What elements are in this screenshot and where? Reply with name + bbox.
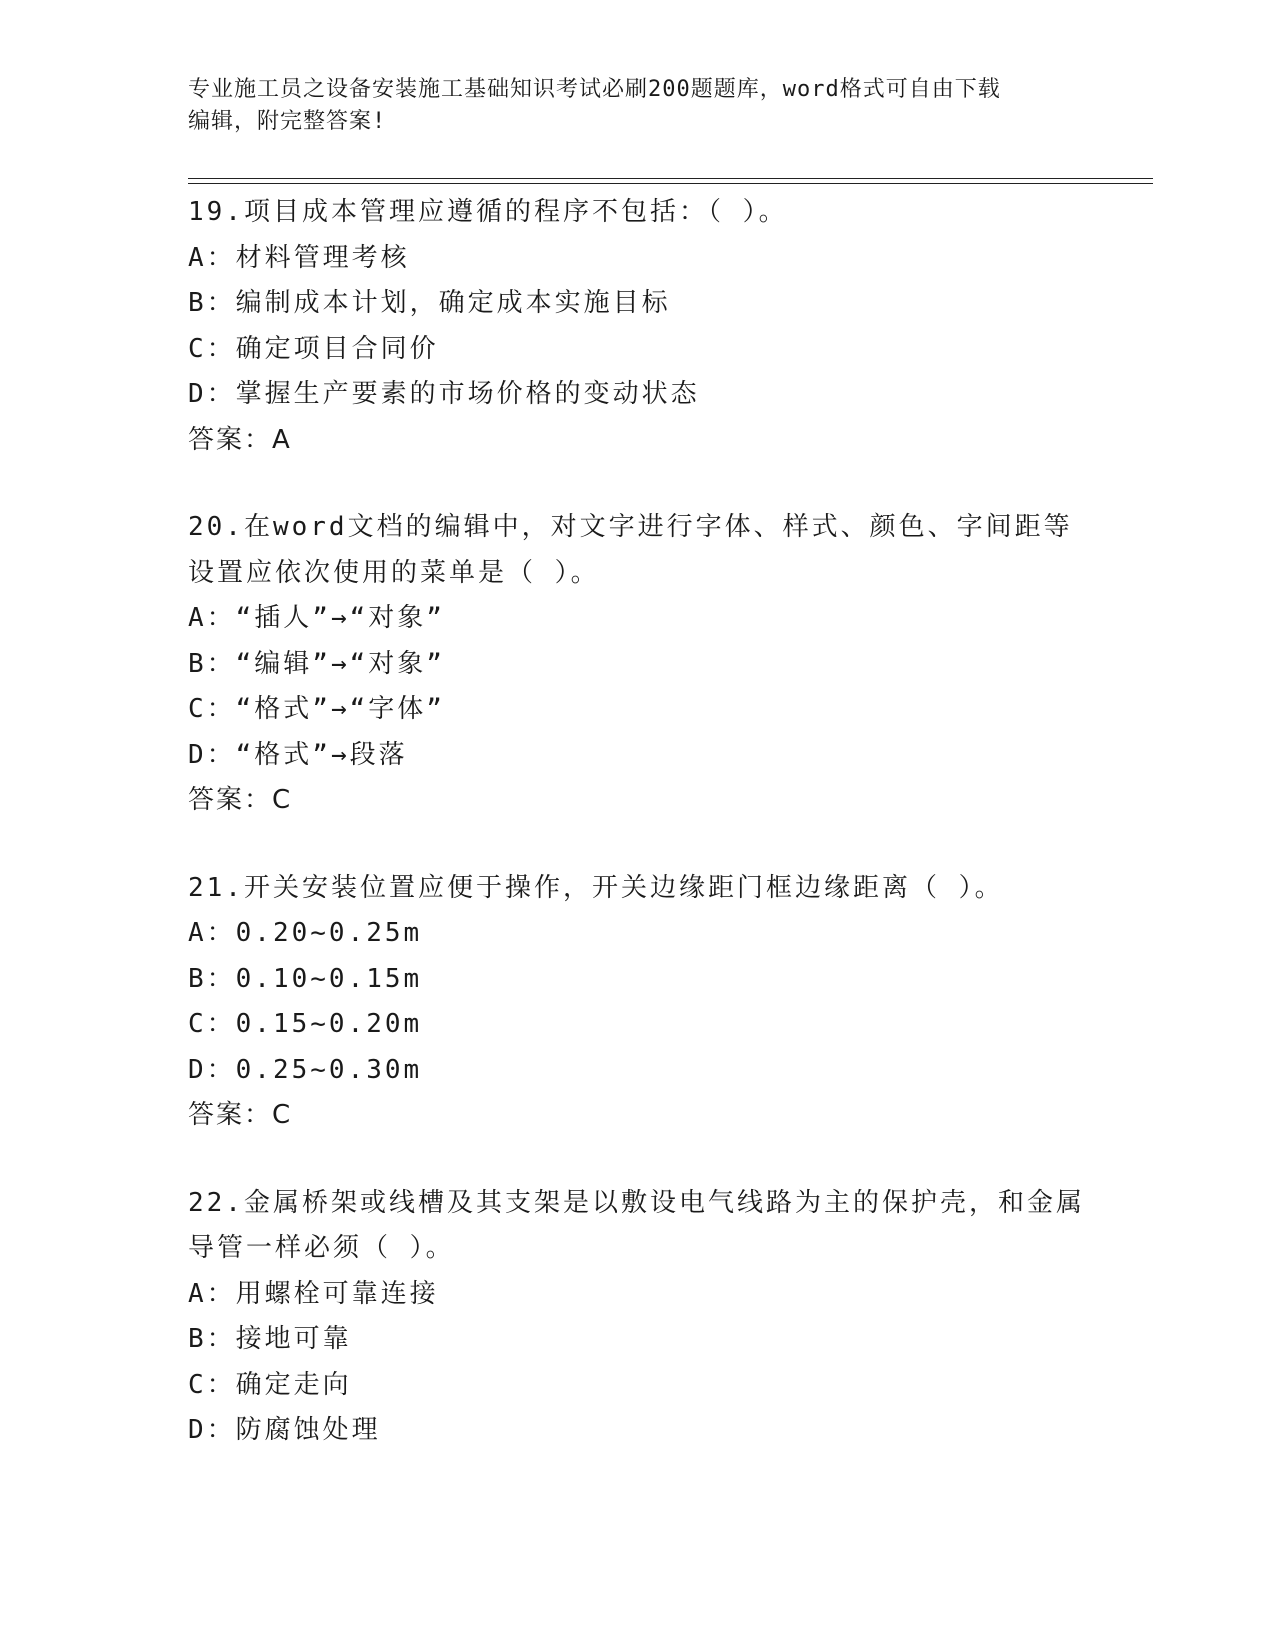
header-line-2: 编辑，附完整答案! bbox=[188, 109, 387, 134]
option-b: B：“编辑”→“对象” bbox=[188, 648, 445, 679]
option-c: C：确定项目合同价 bbox=[188, 333, 439, 364]
option-d: D：“格式”→段落 bbox=[188, 739, 408, 770]
option-d: D：0.25~0.30m bbox=[188, 1054, 423, 1085]
option-a: A：用螺栓可靠连接 bbox=[188, 1278, 439, 1309]
option-b: B：0.10~0.15m bbox=[188, 963, 423, 994]
document-header bbox=[188, 74, 1088, 138]
option-a: A：0.20~0.25m bbox=[188, 918, 423, 948]
option-b: B：接地可靠 bbox=[188, 1324, 352, 1354]
answer-line: 答案：A bbox=[188, 424, 292, 455]
question-stem-line: 设置应依次使用的菜单是（ ）。 bbox=[188, 557, 600, 588]
option-a: A：材料管理考核 bbox=[188, 242, 410, 273]
option-c: C：确定走向 bbox=[188, 1369, 352, 1400]
question-stem-line: 22.金属桥架或线槽及其支架是以敷设电气线路为主的保护壳，和金属 bbox=[188, 1187, 1085, 1218]
question-21 bbox=[188, 866, 1088, 1139]
option-b: B：编制成本计划，确定成本实施目标 bbox=[188, 288, 671, 318]
header-line-1: 专业施工员之设备安装施工基础知识考试必刷200题题库，word格式可自由下载 bbox=[188, 77, 1001, 102]
answer-line: 答案：C bbox=[188, 1100, 293, 1130]
question-list bbox=[188, 190, 1088, 1496]
question-stem-line: 导管一样必须（ ）。 bbox=[188, 1233, 455, 1263]
question-stem-line: 19.项目成本管理应遵循的程序不包括：（ ）。 bbox=[188, 197, 788, 227]
option-c: C：“格式”→“字体” bbox=[188, 694, 445, 724]
header-rule-bottom bbox=[188, 183, 1153, 184]
question-22 bbox=[188, 1181, 1088, 1454]
option-a: A：“插人”→“对象” bbox=[188, 603, 445, 633]
question-19 bbox=[188, 190, 1088, 463]
question-stem-line: 21.开关安装位置应便于操作，开关边缘距门框边缘距离（ ）。 bbox=[188, 872, 1004, 903]
option-d: D：掌握生产要素的市场价格的变动状态 bbox=[188, 379, 700, 409]
answer-line: 答案：C bbox=[188, 785, 293, 815]
option-c: C：0.15~0.20m bbox=[188, 1009, 423, 1039]
option-d: D：防腐蚀处理 bbox=[188, 1415, 381, 1445]
question-stem-line: 20.在word文档的编辑中，对文字进行字体、样式、颜色、字间距等 bbox=[188, 512, 1073, 542]
question-20 bbox=[188, 505, 1088, 824]
header-rule-top bbox=[188, 178, 1153, 179]
